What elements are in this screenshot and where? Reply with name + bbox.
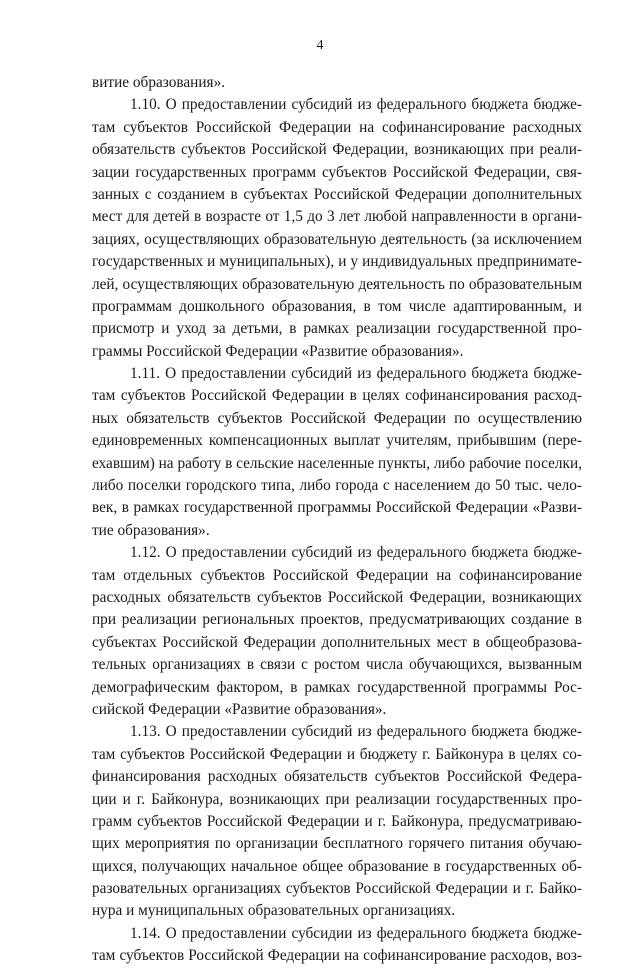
paragraph-first-line-1-11: 1.11. О предоставлении субсидий из федерального бюджета бюдже- [130, 365, 582, 383]
text-line: век, в рамках государственной программы Российской Федерации «Разви- [92, 499, 582, 517]
text-line: при реализации региональных проектов, предусматривающих создание в [92, 611, 582, 629]
text-line: лей, осуществляющих образовательную деятельность по образовательным [92, 275, 582, 293]
text-line: расходных обязательств субъектов Российской Федерации, возникающих [92, 588, 582, 606]
text-line: разовательных организациях субъектов Российской Федерации и г. Байко- [92, 880, 582, 898]
text-line: финансирования расходных обязательств субъектов Российской Федера- [92, 768, 582, 786]
text-line: витие образования». [92, 74, 226, 91]
text-line: зации государственных программ субъектов Российской Федерации, свя- [92, 163, 582, 181]
text-line: либо поселки городского типа, либо города с населением до 50 тыс. чело- [92, 477, 582, 495]
text-line: субъектах Российской Федерации дополнительных мест в общеобразова- [92, 633, 582, 651]
text-line: зациях, осуществляющих образовательную деятельность (за исключением [92, 230, 582, 248]
text-line: мест для детей в возрасте от 1,5 до 3 лет любой направленности в органи- [92, 208, 582, 226]
text-line: ных обязательств субъектов Российской Федерации по осуществлению [92, 409, 582, 427]
text-line: там субъектов Российской Федерации и бюджету г. Байконура в целях со- [92, 745, 582, 763]
text-line: обязательств субъектов Российской Федерации, возникающих при реали- [92, 141, 582, 159]
page-number: 4 [316, 38, 324, 53]
text-line: программам дошкольного образования, в том числе адаптированным, и [92, 297, 582, 315]
text-line: там субъектов Российской Федерации на софинансирование расходных [92, 118, 582, 136]
text-line: ехавшим) на работу в сельские населенные пункты, либо рабочие поселки, [92, 454, 582, 472]
text-line: щихся, получающих начальное общее образование в государственных об- [92, 857, 582, 875]
text-line: там отдельных субъектов Российской Федерации на софинансирование [92, 566, 582, 584]
text-line: единовременных компенсационных выплат учителям, прибывшим (пере- [92, 432, 582, 450]
text-line: там субъектов Российской Федерации в целях софинансирования расход- [92, 387, 582, 405]
text-line: там субъектов Российской Федерации на софинансирование расходов, воз- [92, 947, 582, 965]
text-line: нура и муниципальных образовательных организациях. [92, 902, 456, 920]
document-body [92, 72, 582, 968]
text-line: занных с созданием в субъектах Российской Федерации дополнительных [92, 185, 582, 203]
text-line: демографическим фактором, в рамках государственной программы Рос- [92, 678, 582, 696]
paragraph-first-line-1-12: 1.12. О предоставлении субсидий из федерального бюджета бюдже- [130, 544, 582, 562]
text-line: грамм субъектов Российской Федерации и г. Байконура, предусматриваю- [92, 812, 582, 830]
text-line: сийской Федерации «Развитие образования». [92, 700, 387, 718]
text-line: щих мероприятия по организации бесплатного горячего питания обучаю- [92, 835, 582, 853]
paragraph-first-line-1-13: 1.13. О предоставлении субсидий из федерального бюджета бюдже- [130, 723, 582, 741]
text-line: граммы Российской Федерации «Развитие образования». [92, 342, 464, 360]
text-line: государственных и муниципальных), и у индивидуальных предпринимате- [92, 253, 582, 271]
text-line: ции и г. Байконура, возникающих при реализации государственных про- [92, 790, 582, 808]
text-line: тельных организациях в связи с ростом числа обучающихся, вызванным [92, 656, 582, 674]
paragraph-first-line-1-14: 1.14. О предоставлении субсидии из федерального бюджета бюдже- [130, 924, 582, 942]
paragraph-first-line-1-10: 1.10. О предоставлении субсидий из федерального бюджета бюдже- [130, 96, 582, 114]
text-line: присмотр и уход за детьми, в рамках реализации государственной про- [92, 320, 582, 338]
text-line: тие образования». [92, 521, 210, 539]
